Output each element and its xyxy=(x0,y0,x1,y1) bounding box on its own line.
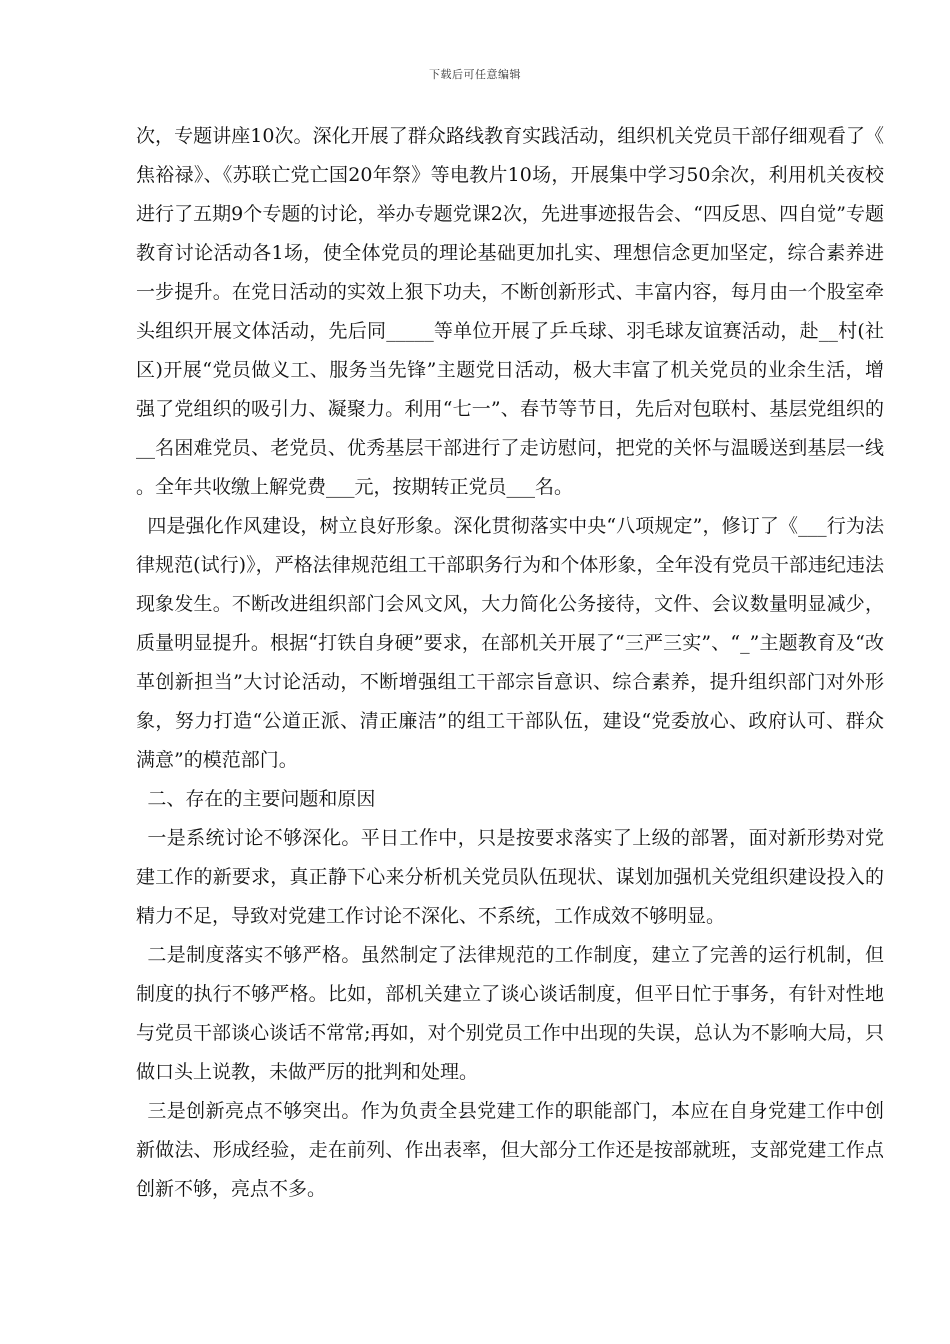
section-heading-problems: 二、存在的主要问题和原因 xyxy=(147,788,376,810)
paragraph-problem-one: 一是系统讨论不够深化。平日工作中，只是按要求落实了上级的部署，面对新形势对党建工作的新要求，真正静下心来分析机关党员队伍现状、谋划加强机关党组织建设投入的精力不足，导致对党建工作讨论不深化、不系统，工作成效不够明显。 xyxy=(136,827,884,927)
paragraph-problem-three: 三是创新亮点不够突出。作为负责全县党建工作的职能部门，本应在自身党建工作中创新做法、形成经验，走在前列、作出表率，但大部分工作还是按部就班，支部党建工作点创新不够，亮点不多。 xyxy=(136,1100,884,1200)
document-body xyxy=(136,117,884,1209)
paragraph-continuation: 次，专题讲座10次。深化开展了群众路线教育实践活动，组织机关党员干部仔细观看了《焦裕禄》、《苏联亡党亡国20年祭》等电教片10场，开展集中学习50余次，利用机关夜校进行了五期9个专题的讨论，举办专题党课2次，先进事迹报告会、“四反思、四自觉”专题教育讨论活动各1场，使全体党员的理论基础更加扎实、理想信念更加坚定，综合素养进一步提升。在党日活动的实效上狠下功夫，不断创新形式、丰富内容，每月由一个股室牵头组织开展文体活动，先后同_____等单位开展了乒乓球、羽毛球友谊赛活动，赴__村(社区)开展“党员做义工、服务当先锋”主题党日活动，极大丰富了机关党员的业余生活，增强了党组织的吸引力、凝聚力。利用“七一”、春节等节日，先后对包联村、基层党组织的__名困难党员、老党员、优秀基层干部进行了走访慰问，把党的关怀与温暖送到基层一线。全年共收缴上解党费___元，按期转正党员___名。 xyxy=(136,125,884,498)
paragraph-style-building: 四是强化作风建设，树立良好形象。深化贯彻落实中央“八项规定”，修订了《___行为法律规范(试行)》，严格法律规范组工干部职务行为和个体形象，全年没有党员干部违纪违法现象发生。不断改进组织部门会风文风，大力简化公务接待，文件、会议数量明显减少，质量明显提升。根据“打铁自身硬”要求，在部机关开展了“三严三实”、“_”主题教育及“改革创新担当”大讨论活动，不断增强组工干部宗旨意识、综合素养，提升组织部门对外形象，努力打造“公道正派、清正廉洁”的组工干部队伍，建设“党委放心、政府认可、群众满意”的模范部门。 xyxy=(136,515,884,771)
page-header: 下载后可任意编辑 xyxy=(429,68,521,81)
paragraph-problem-two: 二是制度落实不够严格。虽然制定了法律规范的工作制度，建立了完善的运行机制，但制度的执行不够严格。比如，部机关建立了谈心谈话制度，但平日忙于事务，有针对性地与党员干部谈心谈话不常常;再如，对个别党员工作中出现的失误，总认为不影响大局，只做口头上说教，未做严厉的批判和处理。 xyxy=(136,944,884,1083)
